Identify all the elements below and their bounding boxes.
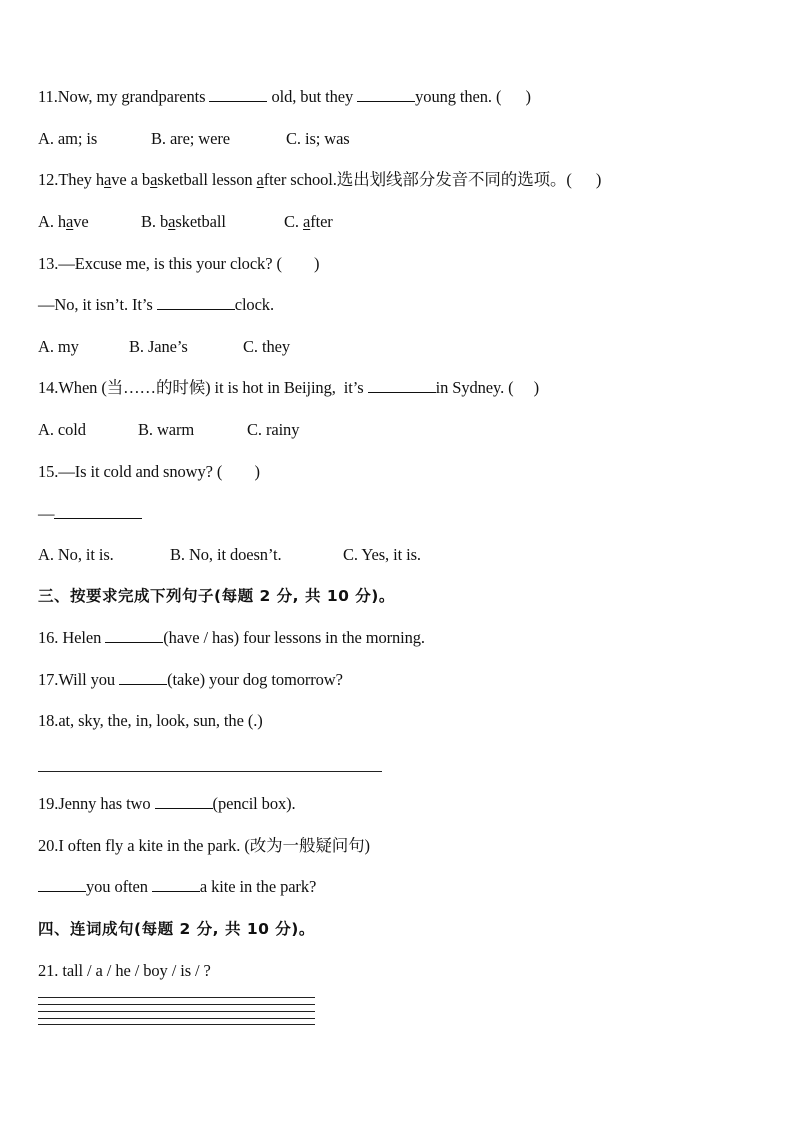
option-b[interactable]: B. basketball [141,212,226,231]
question-15-reply: — [38,504,142,524]
option-a[interactable]: A. No, it is. [38,545,114,564]
underlined-letter: a [150,170,158,189]
option-b[interactable]: B. Jane’s [129,337,188,356]
answer-blank[interactable] [119,670,167,685]
underlined-letter: a [256,170,264,189]
underlined-letter: a [104,170,112,189]
question-14: 14.When (当……的时候) it is hot in Beijing, it’s in Sydney. ( ) [38,378,540,397]
option-c[interactable]: C. after [284,212,333,231]
question-17: 17.Will you (take) your dog tomorrow? [38,670,343,689]
answer-blank[interactable] [152,877,200,892]
answer-blank[interactable] [209,87,267,102]
question-14-options [38,420,299,440]
option-c[interactable]: C. is; was [286,129,350,148]
question-11-options [38,129,350,149]
answer-blank[interactable] [155,794,213,809]
option-a[interactable]: A. cold [38,420,86,439]
answer-blank[interactable] [38,877,86,892]
question-13: 13.—Excuse me, is this your clock? ( ) [38,254,320,273]
option-c[interactable]: C. rainy [247,420,300,439]
option-a[interactable]: A. have [38,212,89,231]
option-c[interactable]: C. they [243,337,290,356]
option-b[interactable]: B. warm [138,420,195,439]
answer-line[interactable] [38,1004,315,1005]
section-4-heading: 四、连词成句(每题 2 分, 共 10 分)。 [38,920,315,938]
option-a[interactable]: A. my [38,337,79,356]
question-19: 19.Jenny has two (pencil box). [38,794,296,813]
question-20-answer: you often a kite in the park? [38,877,316,897]
answer-blank[interactable] [105,628,163,643]
answer-blank[interactable] [357,87,415,102]
option-b[interactable]: B. are; were [151,129,230,148]
question-16: 16. Helen (have / has) four lessons in the morning. [38,628,425,647]
question-12: 12.They have a basketball lesson after school.选出划线部分发音不同的选项。( ) [38,170,602,189]
answer-line[interactable] [38,1018,315,1019]
question-11: 11.Now, my grandparents old, but they young then. ( ) [38,87,531,106]
question-12-options [38,212,333,232]
option-c[interactable]: C. Yes, it is. [343,545,421,564]
question-15: 15.—Is it cold and snowy? ( ) [38,462,260,481]
question-13-reply: —No, it isn’t. It’s clock. [38,295,274,314]
option-b[interactable]: B. No, it doesn’t. [170,545,282,564]
answer-line[interactable] [38,997,315,998]
answer-line[interactable] [38,771,382,772]
option-a[interactable]: A. am; is [38,129,98,148]
answer-line[interactable] [38,1011,315,1012]
question-20: 20.I often fly a kite in the park. (改为一般疑问句) [38,836,370,855]
answer-blank[interactable] [368,378,436,393]
section-3-heading: 三、按要求完成下列句子(每题 2 分, 共 10 分)。 [38,587,395,605]
answer-blank[interactable] [157,295,235,310]
question-15-options [38,545,421,565]
answer-blank[interactable] [54,504,142,519]
answer-line[interactable] [38,1024,315,1025]
question-18: 18.at, sky, the, in, look, sun, the (.) [38,711,263,730]
question-21: 21. tall / a / he / boy / is / ? [38,961,211,980]
question-13-options [38,337,290,357]
